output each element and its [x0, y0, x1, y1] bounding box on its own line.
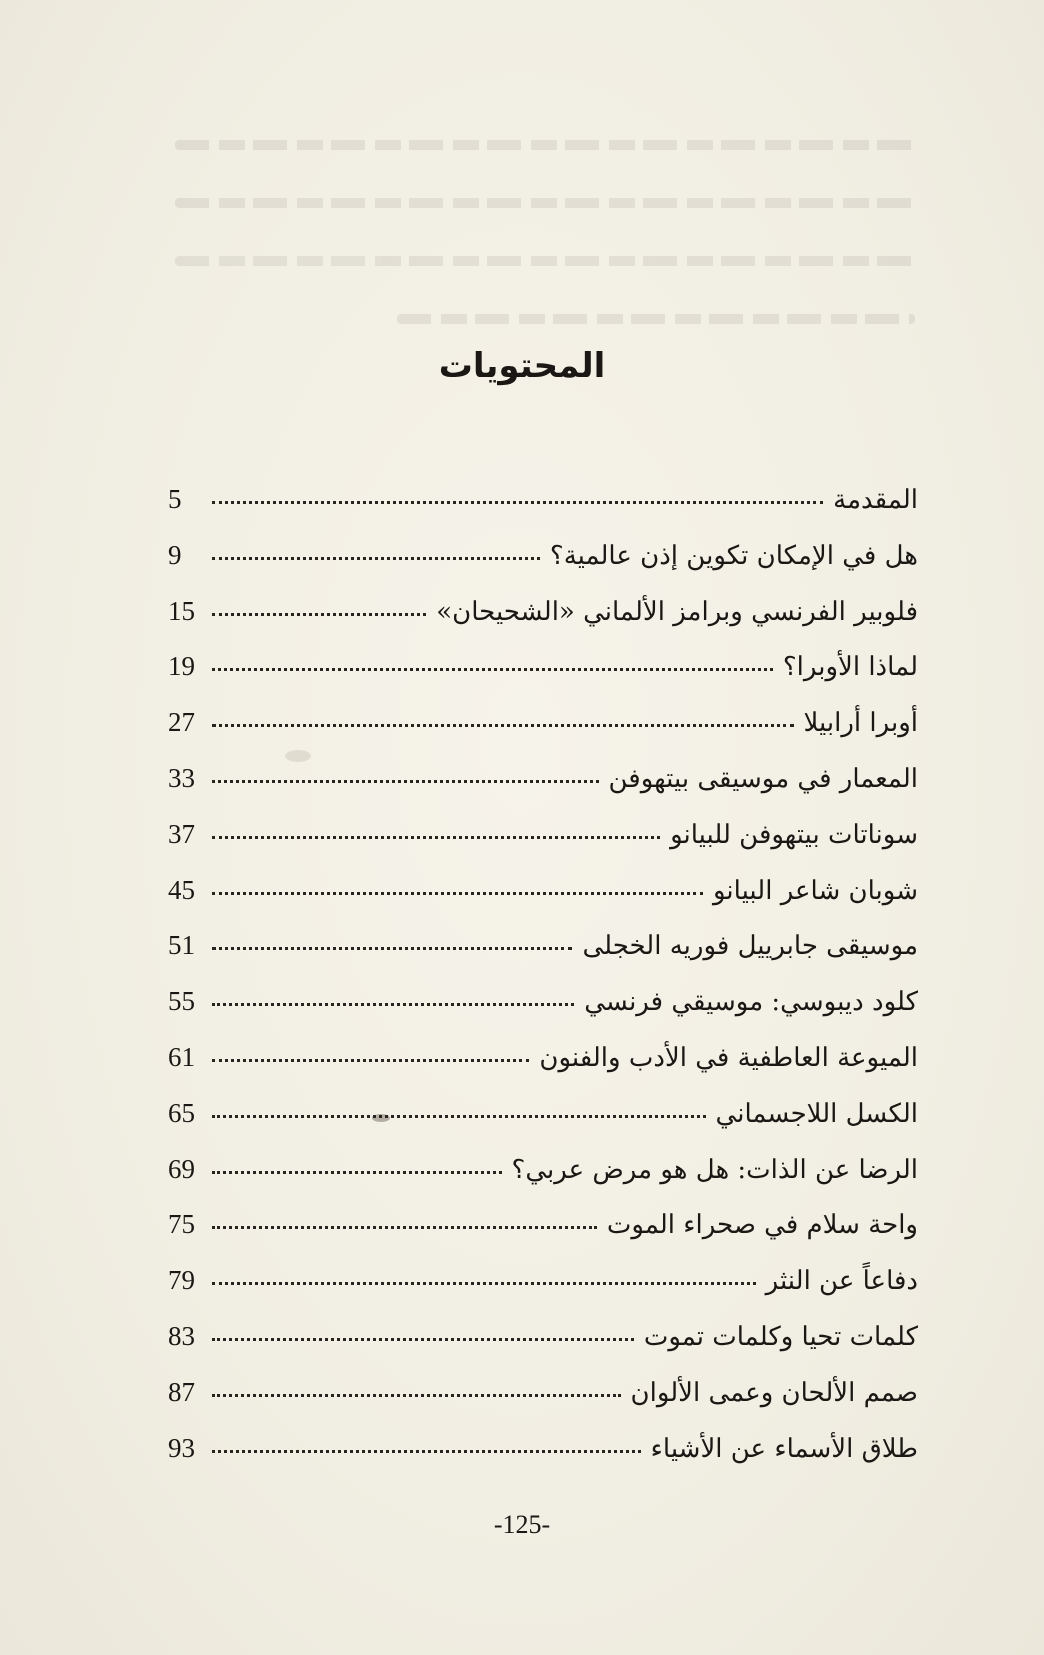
toc-entry-title: شوبان شاعر البيانو	[713, 875, 918, 906]
toc-entry-title: سوناتات بيتهوفن للبيانو	[670, 819, 918, 850]
toc-entry-page: 5	[168, 484, 182, 514]
page-number: -125-	[493, 1510, 551, 1539]
toc-entry	[168, 986, 918, 1042]
dot-leader	[212, 1059, 529, 1062]
toc-entry-page: 27	[168, 707, 195, 738]
dot-leader	[212, 613, 426, 616]
toc-entry	[168, 1265, 918, 1321]
toc-entry	[168, 707, 918, 763]
toc-entry	[168, 875, 918, 931]
toc-entry-title: كلود ديبوسي: موسيقي فرنسي	[584, 987, 918, 1018]
toc-entry-page: 55	[168, 986, 195, 1017]
toc-entry-title: المقدمة	[833, 485, 918, 515]
toc-entry-title: لماذا الأوبرا؟	[782, 652, 918, 683]
toc-entry-title: فلوبير الفرنسي وبرامز الألماني «الشحيحان»	[436, 596, 918, 627]
dot-leader	[212, 1394, 621, 1397]
dot-leader	[212, 1338, 634, 1341]
toc-entry-page: 93	[168, 1432, 195, 1463]
toc-entry-page: 45	[168, 874, 195, 905]
toc-entry-title: هل في الإمكان تكوين إذن عالمية؟	[549, 540, 918, 571]
dot-leader	[212, 1226, 597, 1229]
dot-leader	[212, 780, 599, 783]
dot-leader	[212, 1115, 706, 1118]
toc-entry-title: واحة سلام في صحراء الموت	[606, 1210, 918, 1241]
toc-entry	[168, 1098, 918, 1154]
table-of-contents	[168, 484, 918, 1488]
toc-entry	[168, 819, 918, 875]
toc-entry	[168, 596, 918, 652]
toc-entry	[168, 1209, 918, 1265]
page-title: المحتويات	[438, 346, 606, 386]
dot-leader	[212, 1450, 641, 1453]
toc-entry-title: صمم الألحان وعمى الألوان	[630, 1377, 918, 1408]
toc-entry	[168, 930, 918, 986]
toc-entry-title: دفاعاً عن النثر	[765, 1266, 918, 1297]
bleed-through-text	[175, 140, 915, 340]
toc-entry-page: 51	[168, 930, 195, 961]
toc-entry-page: 33	[168, 762, 195, 793]
toc-entry-page: 65	[168, 1097, 195, 1128]
toc-entry-page: 9	[168, 539, 182, 570]
toc-entry-title: موسيقى جابرييل فوريه الخجلى	[582, 931, 918, 962]
toc-entry	[168, 763, 918, 819]
toc-entry-page: 87	[168, 1376, 195, 1407]
dot-leader	[212, 1171, 502, 1174]
dot-leader	[212, 892, 703, 895]
toc-entry-page: 69	[168, 1153, 195, 1184]
dot-leader	[212, 1003, 574, 1006]
toc-entry	[168, 1154, 918, 1210]
toc-entry	[168, 484, 918, 540]
toc-entry-page: 19	[168, 651, 195, 682]
toc-entry-title: الميوعة العاطفية في الأدب والفنون	[539, 1042, 918, 1073]
toc-entry-page: 15	[168, 595, 195, 626]
toc-entry	[168, 1321, 918, 1377]
toc-entry-page: 37	[168, 818, 195, 849]
toc-entry-page: 83	[168, 1320, 195, 1351]
toc-entry-page: 79	[168, 1265, 195, 1296]
dot-leader	[212, 836, 660, 839]
toc-entry	[168, 540, 918, 596]
toc-entry	[168, 1042, 918, 1098]
dot-leader	[212, 724, 794, 727]
toc-entry-title: الكسل اللاجسماني	[715, 1098, 918, 1129]
toc-entry-title: الرضا عن الذات: هل هو مرض عربي؟	[511, 1154, 918, 1185]
toc-entry-title: طلاق الأسماء عن الأشياء	[650, 1433, 918, 1464]
toc-entry-page: 75	[168, 1209, 195, 1240]
toc-entry	[168, 651, 918, 707]
toc-entry	[168, 1433, 918, 1489]
dot-leader	[212, 1282, 756, 1285]
toc-entry-page: 61	[168, 1041, 195, 1072]
toc-entry-title: المعمار في موسيقى بيتهوفن	[608, 763, 918, 794]
toc-entry	[168, 1377, 918, 1433]
dot-leader	[212, 501, 823, 504]
dot-leader	[212, 947, 572, 950]
toc-entry-title: كلمات تحيا وكلمات تموت	[643, 1321, 918, 1352]
dot-leader	[212, 668, 773, 671]
dot-leader	[212, 557, 540, 560]
toc-entry-title: أوبرا أرابيلا	[803, 708, 918, 739]
